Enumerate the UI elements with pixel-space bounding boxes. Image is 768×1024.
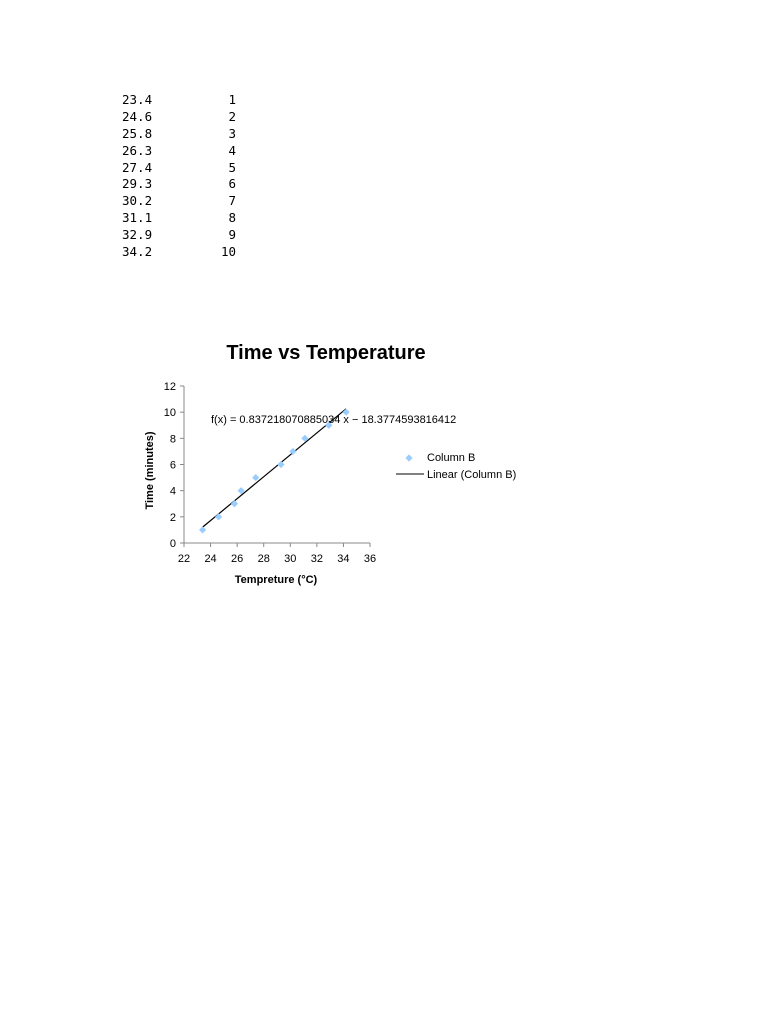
- table-cell-temperature: 26.3: [122, 142, 153, 158]
- y-tick-label: 10: [163, 407, 176, 420]
- table-cell-temperature: 25.8: [122, 125, 153, 141]
- table-cell-time: 9: [228, 227, 236, 243]
- data-point: [231, 500, 238, 507]
- points-layer: [199, 409, 350, 534]
- table-cell-time: 6: [228, 176, 236, 192]
- table-cell-temperature: 29.3: [122, 176, 153, 192]
- y-axis-title: Time (minutes): [144, 431, 156, 510]
- table-cell-time: 4: [228, 142, 236, 158]
- data-point: [215, 513, 222, 520]
- table-cell-time: 5: [228, 159, 236, 175]
- x-tick-label: 28: [257, 553, 270, 565]
- y-tick-label: 4: [169, 485, 176, 498]
- trendline-equation: f(x) = 0.837218070885034 x − 18.3774593816412: [211, 414, 457, 426]
- legend-series-label: Column B: [427, 452, 476, 464]
- table-cell-time: 10: [220, 244, 236, 260]
- y-tick-label: 12: [163, 381, 176, 393]
- legend-series-marker: [405, 454, 412, 461]
- x-tick-label: 22: [177, 553, 191, 565]
- y-tick-label: 0: [169, 538, 176, 550]
- table-cell-time: 3: [228, 125, 236, 141]
- x-tick-label: 34: [337, 553, 350, 565]
- y-tick-label: 8: [169, 433, 176, 446]
- y-tick-label: 6: [169, 459, 176, 472]
- chart-title: Time vs Temperature: [226, 342, 426, 364]
- legend-trendline-label: Linear (Column B): [427, 469, 517, 481]
- y-tick-label: 2: [169, 511, 176, 524]
- table-cell-time: 7: [228, 193, 236, 209]
- table-cell-time: 2: [228, 108, 236, 124]
- table-cell-temperature: 34.2: [122, 244, 153, 260]
- x-tick-label: 26: [231, 553, 244, 565]
- table-cell-temperature: 31.1: [122, 210, 153, 226]
- x-tick-label: 36: [363, 553, 377, 565]
- x-tick-label: 24: [204, 553, 217, 565]
- x-tick-label: 32: [310, 553, 323, 565]
- ticks: [164, 381, 376, 565]
- legend: [396, 452, 516, 481]
- x-axis-title: Tempreture (°C): [234, 574, 318, 586]
- data-point: [277, 461, 284, 468]
- data-point: [252, 474, 259, 481]
- trendline: [203, 409, 346, 527]
- table-cell-temperature: 30.2: [122, 193, 153, 209]
- data-point: [199, 526, 206, 533]
- table-cell-time: 1: [228, 92, 236, 107]
- table-cell-time: 8: [228, 210, 236, 226]
- trendline-layer: [203, 409, 346, 527]
- data-point: [289, 448, 296, 455]
- table-cell-temperature: 32.9: [122, 227, 153, 243]
- table-cell-temperature: 27.4: [122, 159, 153, 175]
- x-tick-label: 30: [284, 553, 297, 565]
- table-cell-temperature: 24.6: [122, 108, 153, 124]
- table-cell-temperature: 23.4: [122, 92, 153, 107]
